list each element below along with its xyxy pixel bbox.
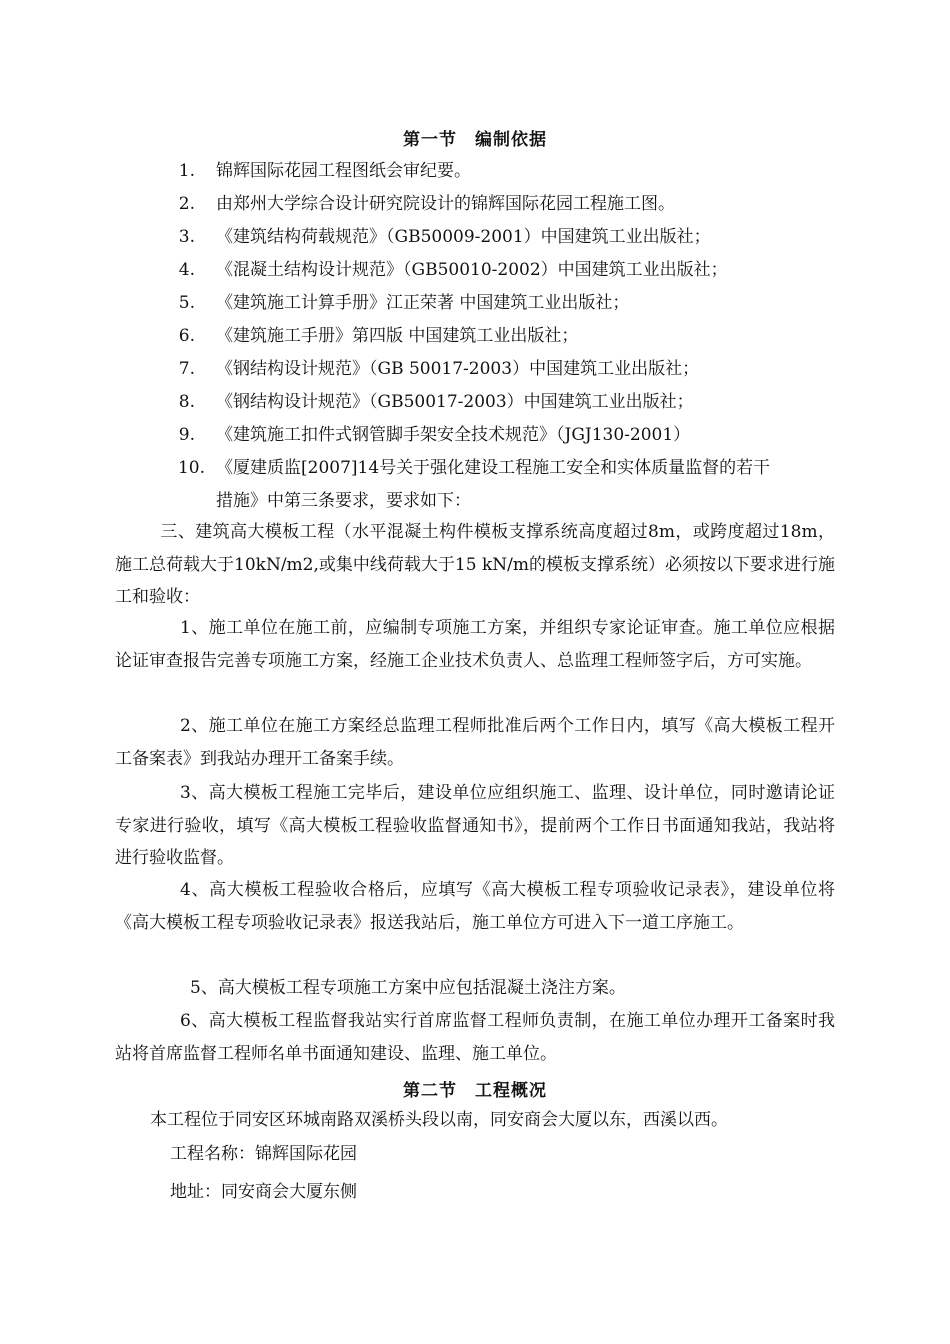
requirement-item [115, 612, 835, 677]
section2-title: 第二节 工程概况 [403, 1081, 547, 1101]
requirement-text: 2、施工单位在施工方案经总监理工程师批准后两个工作日内，填写《高大模板工程开工备案表》到我站办理开工备案手续。 [115, 716, 835, 769]
reference-number: 7. [178, 359, 195, 379]
reference-text: 《建筑结构荷载规范》（GB50009-2001）中国建筑工业出版社； [216, 227, 711, 247]
reference-text: 《建筑施工计算手册》江正荣著 中国建筑工业出版社； [216, 293, 630, 313]
reference-text: 《厦建质监[2007]14号关于强化建设工程施工安全和实体质量监督的若干 [216, 458, 771, 478]
project-address: 地址：同安商会大厦东侧 [170, 1182, 357, 1202]
requirement-text: 4、高大模板工程验收合格后，应填写《高大模板工程专项验收记录表》，建设单位将《高大模板工程专项验收记录表》报送我站后，施工单位方可进入下一道工序施工。 [115, 880, 835, 933]
requirement-item [115, 1005, 835, 1070]
requirement-text: 5、高大模板工程专项施工方案中应包括混凝土浇注方案。 [190, 978, 626, 998]
requirement-item [115, 874, 835, 939]
requirement-item [115, 972, 835, 1005]
requirements-intro [115, 516, 835, 614]
reference-number: 6. [178, 326, 195, 346]
reference-text: 《钢结构设计规范》（GB50017-2003）中国建筑工业出版社； [216, 392, 694, 412]
reference-text-continued: 措施》中第三条要求，要求如下： [216, 491, 471, 511]
reference-number: 8. [178, 392, 195, 412]
requirement-text: 1、施工单位在施工前，应编制专项施工方案，并组织专家论证审查。施工单位应根据论证审查报告完善专项施工方案，经施工企业技术负责人、总监理工程师签字后，方可实施。 [115, 618, 835, 671]
project-location: 本工程位于同安区环城南路双溪桥头段以南，同安商会大厦以东，西溪以西。 [150, 1110, 728, 1130]
reference-number: 5. [178, 293, 195, 313]
project-name: 工程名称：锦辉国际花园 [170, 1144, 357, 1164]
reference-number: 1. [178, 161, 195, 181]
reference-number: 10. [177, 458, 205, 478]
requirement-item [115, 710, 835, 775]
reference-text: 《钢结构设计规范》（GB 50017-2003）中国建筑工业出版社； [216, 359, 700, 379]
section1-title: 第一节 编制依据 [403, 130, 547, 150]
reference-number: 4. [178, 260, 195, 280]
reference-text: 《建筑施工手册》第四版 中国建筑工业出版社； [216, 326, 579, 346]
requirement-text: 6、高大模板工程监督我站实行首席监督工程师负责制，在施工单位办理开工备案时我站将首席监督工程师名单书面通知建设、监理、施工单位。 [115, 1011, 835, 1064]
reference-number: 2. [178, 194, 195, 214]
requirement-item [115, 777, 835, 875]
reference-text: 锦辉国际花园工程图纸会审纪要。 [216, 161, 471, 181]
requirements-intro-text: 三、建筑高大模板工程（水平混凝土构件模板支撑系统高度超过8m，或跨度超过18m，施工总荷载大于10kN/m2,或集中线荷载大于15 kN/m的模板支撑系统）必须按以下要求进行施工和验收： [115, 522, 835, 607]
reference-number: 9. [178, 425, 195, 445]
reference-text: 《混凝土结构设计规范》（GB50010-2002）中国建筑工业出版社； [216, 260, 728, 280]
reference-text: 《建筑施工扣件式钢管脚手架安全技术规范》（JGJ130-2001） [216, 425, 691, 445]
reference-number: 3. [178, 227, 195, 247]
requirement-text: 3、高大模板工程施工完毕后，建设单位应组织施工、监理、设计单位，同时邀请论证专家进行验收，填写《高大模板工程验收监督通知书》，提前两个工作日书面通知我站，我站将进行验收监督。 [115, 783, 835, 868]
reference-text: 由郑州大学综合设计研究院设计的锦辉国际花园工程施工图。 [216, 194, 675, 214]
